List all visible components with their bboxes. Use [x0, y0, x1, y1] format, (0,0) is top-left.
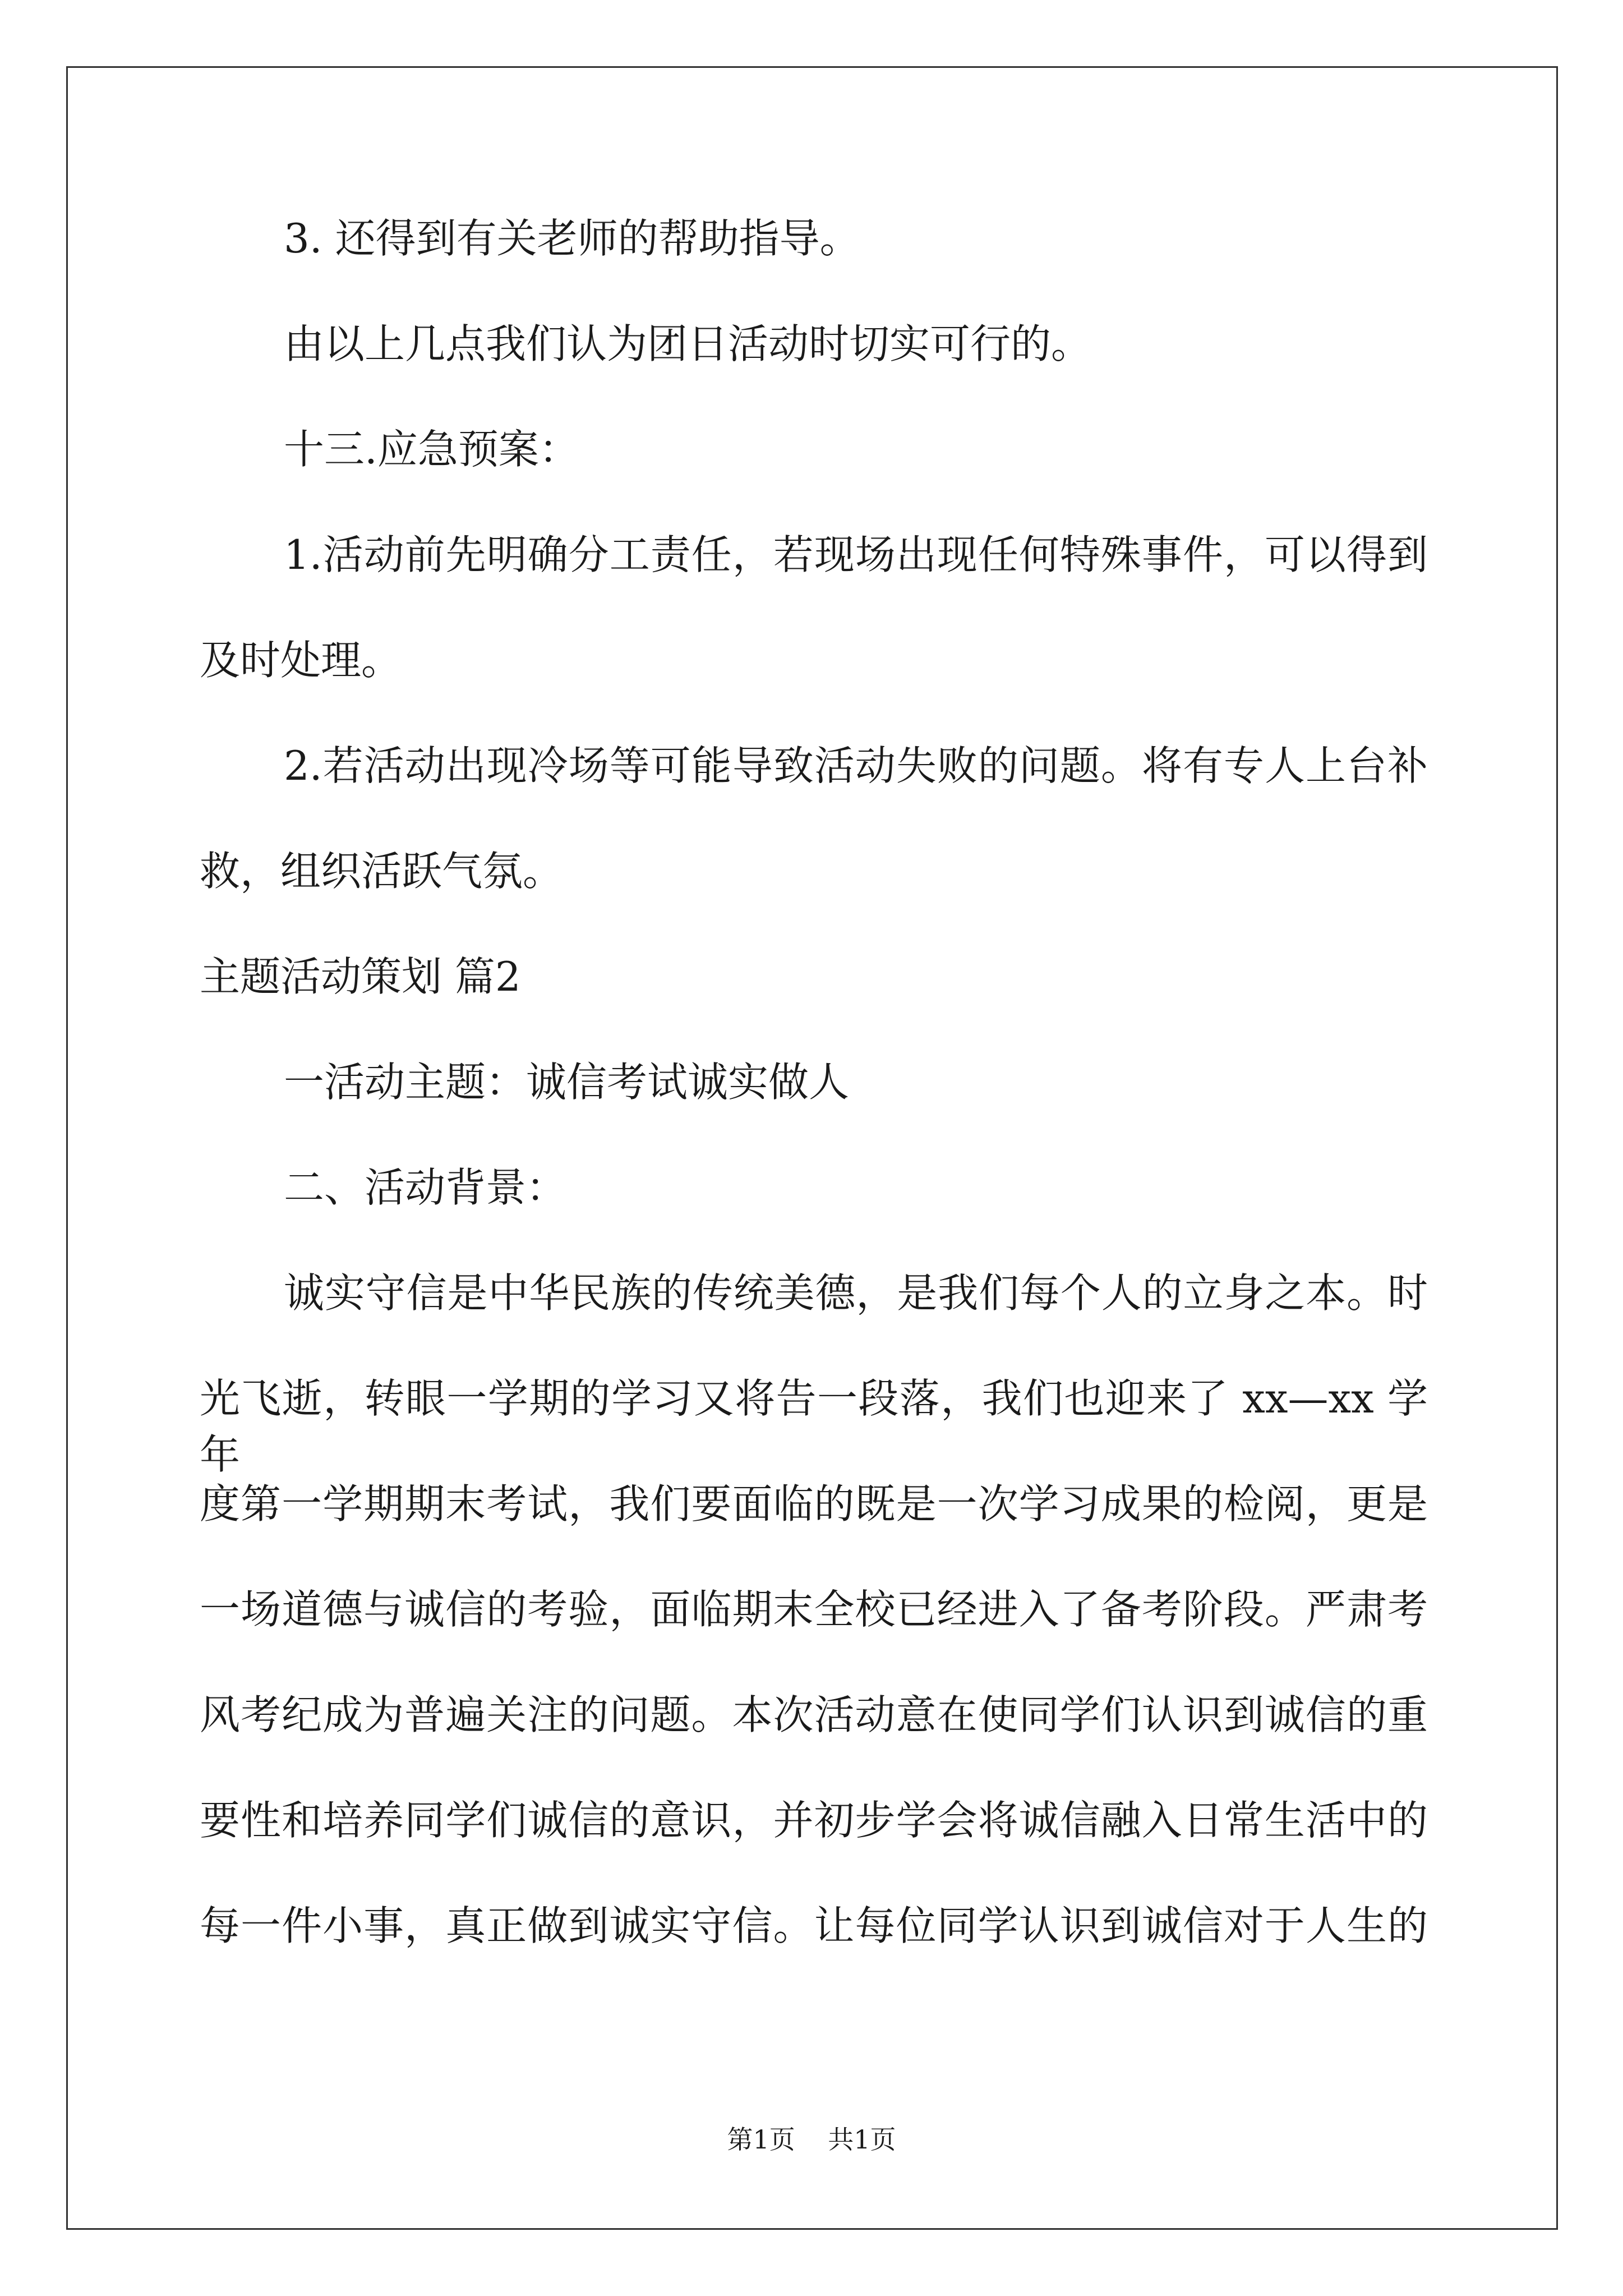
- paragraph-line: 要性和培养同学们诚信的意识，并初步学会将诚信融入日常生活中的: [200, 1797, 1428, 1844]
- paragraph-line: 1.活动前先明确分工责任，若现场出现任何特殊事件，可以得到: [284, 531, 1428, 578]
- paragraph-line: 每一件小事，真正做到诚实守信。让每位同学认识到诚信对于人生的: [200, 1902, 1428, 1949]
- paragraph-line: 度第一学期期末考试，我们要面临的既是一次学习成果的检阅，更是: [200, 1480, 1428, 1527]
- paragraph-line: 一场道德与诚信的考验，面临期末全校已经进入了备考阶段。严肃考: [200, 1586, 1428, 1633]
- paragraph-line: 及时处理。: [200, 637, 402, 684]
- paragraph-line: 2.若活动出现冷场等可能导致活动失败的问题。将有专人上台补: [284, 742, 1428, 789]
- paragraph-line: 3. 还得到有关老师的帮助指导。: [284, 215, 860, 262]
- page-number-label: 第1页 共1页: [727, 2124, 896, 2155]
- paragraph-line: 光飞逝，转眼一学期的学习又将告一段落，我们也迎来了 xx—xx 学年: [200, 1375, 1428, 1478]
- page-footer: [0, 2119, 1623, 2156]
- paragraph-line: 诚实守信是中华民族的传统美德，是我们每个人的立身之本。时: [284, 1269, 1428, 1317]
- article-title: 主题活动策划 篇2: [200, 953, 521, 1000]
- paragraph-line: 一活动主题：诚信考试诚实做人: [284, 1059, 850, 1106]
- section-heading: 十三.应急预案：: [284, 426, 579, 473]
- paragraph-line: 救，组织活跃气氛。: [200, 848, 564, 895]
- section-heading: 二、活动背景：: [284, 1164, 567, 1211]
- paragraph-line: 由以上几点我们认为团日活动时切实可行的。: [284, 320, 1092, 367]
- paragraph-line: 风考纪成为普遍关注的问题。本次活动意在使同学们认识到诚信的重: [200, 1691, 1428, 1738]
